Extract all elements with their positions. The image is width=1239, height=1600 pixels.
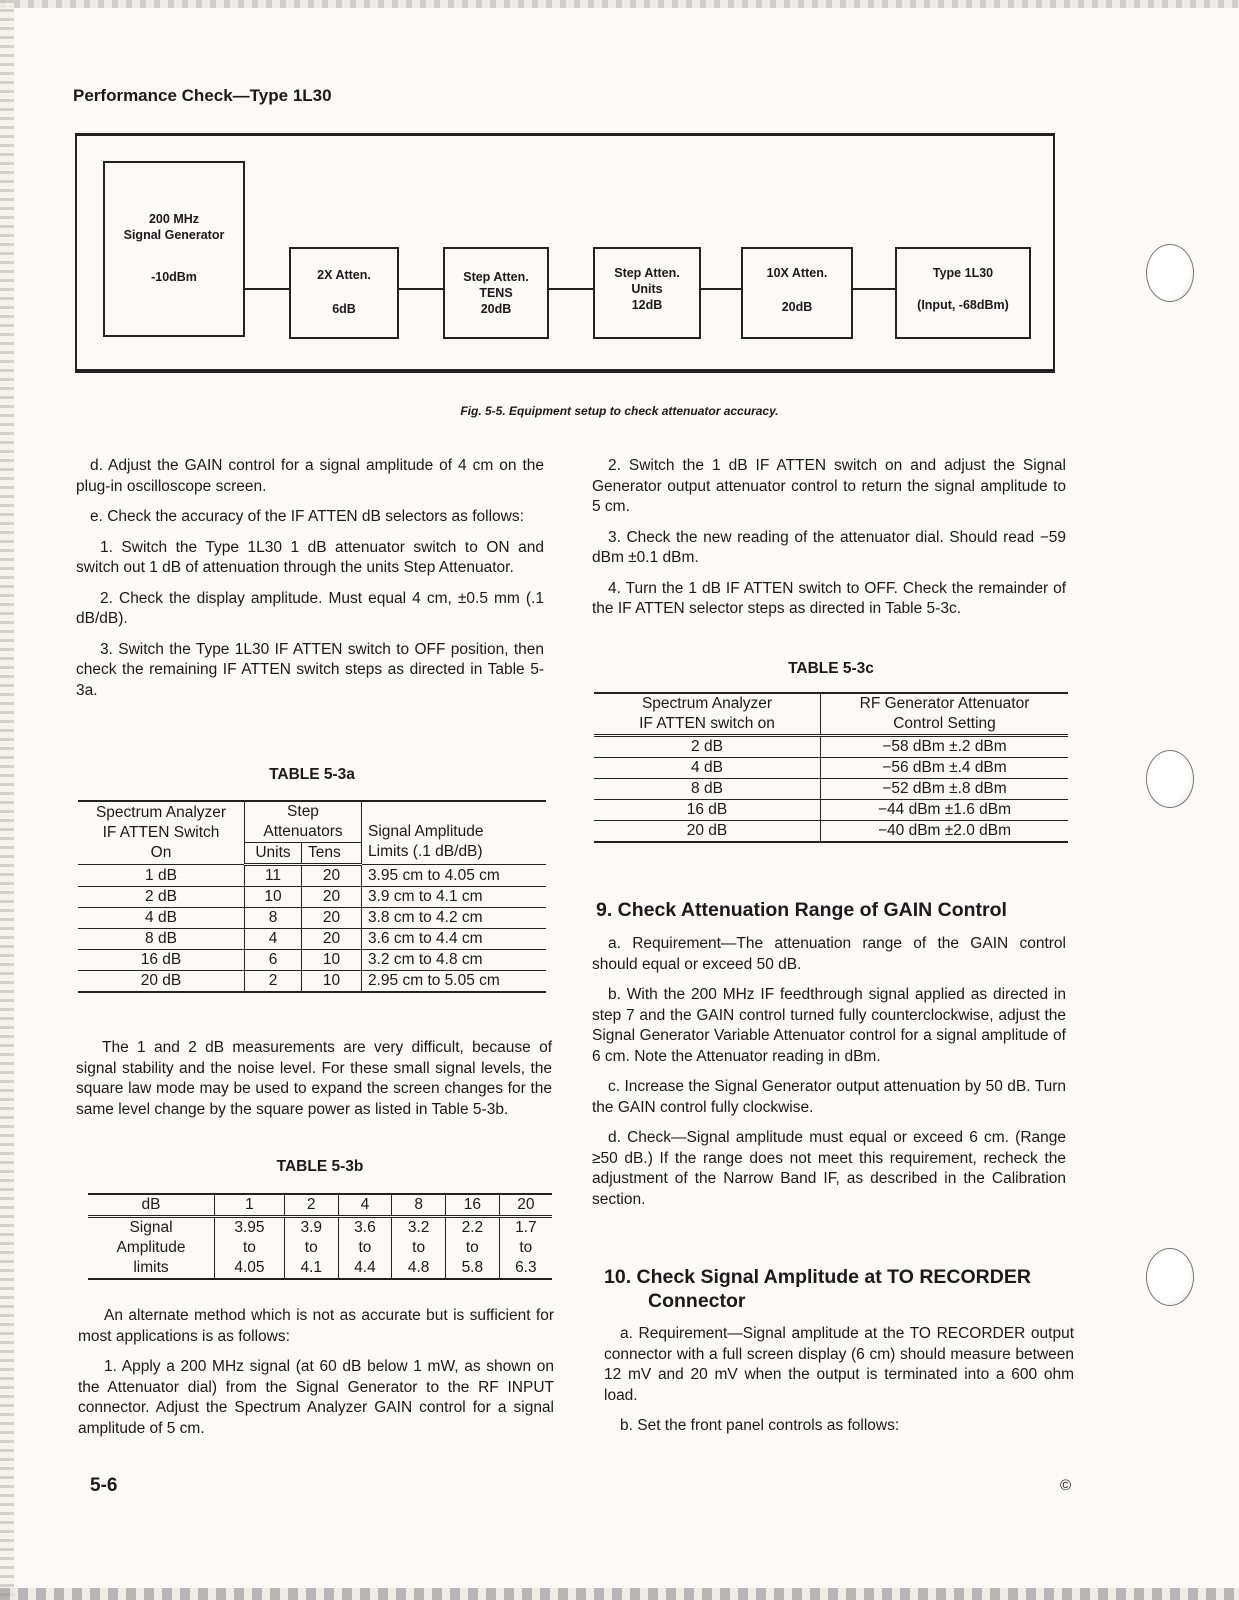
cell-units: 6 xyxy=(245,950,302,971)
table-title: TABLE 5-3a xyxy=(269,766,355,783)
block-value: 20dB xyxy=(480,302,512,316)
cell-switch: 1 dB xyxy=(78,865,245,887)
header-cell xyxy=(594,693,821,736)
scan-edge-left xyxy=(0,0,14,1600)
header-text: Spectrum Analyzer xyxy=(95,804,227,821)
block-label: 10X Atten. xyxy=(766,266,828,280)
cell-units: 2 xyxy=(245,971,302,993)
header-cell: Units xyxy=(245,843,302,865)
header-cell: 8 xyxy=(392,1194,446,1217)
limit-low: 3.2 xyxy=(407,1219,430,1236)
limit-low: 3.95 xyxy=(234,1219,265,1236)
header-cell xyxy=(821,693,1069,736)
cell-limits: 3.9 cm to 4.1 cm xyxy=(362,887,547,908)
paragraph: 3. Switch the Type 1L30 IF ATTEN switch to OFF position, then check the remaining IF ATTEN switch steps as directed in Table 5-3a. xyxy=(76,640,544,699)
signal-generator-block xyxy=(103,161,245,337)
cell-switch: 20 dB xyxy=(78,971,245,993)
row-label-text: Amplitude xyxy=(116,1239,186,1256)
header-cell xyxy=(245,801,362,843)
wire xyxy=(851,288,897,290)
step-atten-units-block xyxy=(593,247,701,339)
header-cell: Tens xyxy=(302,843,362,865)
header-text: Control Setting xyxy=(893,715,996,732)
limit-high: 6.3 xyxy=(515,1259,537,1276)
limit-high: 4.05 xyxy=(234,1259,265,1276)
cell-limits: 3.95 cm to 4.05 cm xyxy=(362,865,547,887)
limit-to: to xyxy=(465,1239,479,1256)
left-column-middle xyxy=(76,1038,552,1120)
cell-setting: −52 dBm ±.8 dBm xyxy=(821,779,1069,800)
limits-cell xyxy=(392,1217,446,1280)
equipment-diagram xyxy=(75,133,1055,373)
table-row xyxy=(594,800,1068,821)
limit-to: to xyxy=(412,1239,426,1256)
paragraph: d. Check—Signal amplitude must equal or exceed 6 cm. (Range ≥50 dB.) If the range does not meet this requirement, recheck the adjustment of the Narrow Band IF, as described in the Calibration section. xyxy=(592,1129,1066,1208)
header-text: Signal Amplitude xyxy=(368,823,484,840)
table-title: TABLE 5-3c xyxy=(788,660,874,677)
cell-limits: 3.8 cm to 4.2 cm xyxy=(362,908,547,929)
header-cell: 2 xyxy=(284,1194,338,1217)
cell-tens: 10 xyxy=(302,950,362,971)
row-label xyxy=(88,1217,215,1280)
block-value: 20dB xyxy=(781,300,813,314)
header-text: Limits (.1 dB/dB) xyxy=(368,843,483,860)
cell-units: 4 xyxy=(245,929,302,950)
cell-setting: −58 dBm ±.2 dBm xyxy=(821,736,1069,758)
cell-units: 11 xyxy=(245,865,302,887)
limit-to: to xyxy=(242,1239,256,1256)
block-value: 12dB xyxy=(631,298,663,312)
right-column-top xyxy=(592,456,1066,620)
row-label-text: limits xyxy=(133,1259,169,1276)
cell-tens: 20 xyxy=(302,887,362,908)
paragraph: 2. Switch the 1 dB IF ATTEN switch on and adjust the Signal Generator output attenuator control to return the signal amplitude to 5 cm. xyxy=(592,457,1066,515)
cell-units: 8 xyxy=(245,908,302,929)
header-text: IF ATTEN switch on xyxy=(639,715,775,732)
table-row xyxy=(78,971,546,993)
block-label: Step Atten. xyxy=(463,270,529,284)
cell-tens: 10 xyxy=(302,971,362,993)
cell-setting: −44 dBm ±1.6 dBm xyxy=(821,800,1069,821)
paragraph: 4. Turn the 1 dB IF ATTEN switch to OFF. Check the remainder of the IF ATTEN selector steps as directed in Table 5-3c. xyxy=(592,579,1066,617)
paragraph: b. Set the front panel controls as follows: xyxy=(620,1417,900,1434)
block-value: (Input, -68dBm) xyxy=(917,298,1009,312)
block-label: 2X Atten. xyxy=(317,268,371,282)
limit-high: 5.8 xyxy=(461,1259,484,1276)
binder-hole xyxy=(1146,1248,1194,1306)
limit-to: to xyxy=(358,1239,372,1256)
cell-switch: 8 dB xyxy=(594,779,821,800)
block-label: 200 MHz xyxy=(148,212,200,226)
header-cell xyxy=(78,801,245,865)
heading-line: Connector xyxy=(648,1290,746,1312)
paragraph: 1. Apply a 200 MHz signal (at 60 dB below 1 mW, as shown on the Attenuator dial) from the Signal Generator to the RF INPUT connector. Adjust the Spectrum Analyzer GAIN control for a signal amplitude of 5 cm. xyxy=(78,1358,554,1437)
limit-to: to xyxy=(304,1239,318,1256)
limits-cell xyxy=(499,1217,552,1280)
heading-line: 10. Check Signal Amplitude at TO RECORDER xyxy=(604,1266,1031,1288)
figure-caption: Fig. 5-5. Equipment setup to check attenuator accuracy. xyxy=(460,404,779,418)
limits-cell xyxy=(338,1217,392,1280)
paragraph: a. Requirement—The attenuation range of the GAIN control should equal or exceed 50 dB. xyxy=(592,935,1066,973)
wire xyxy=(243,288,291,290)
limit-low: 3.9 xyxy=(300,1219,323,1236)
limit-high: 4.8 xyxy=(407,1259,430,1276)
limit-to: to xyxy=(519,1239,533,1256)
paragraph: 1. Switch the Type 1L30 1 dB attenuator switch to ON and switch out 1 dB of attenuation through the units Step Attenuator. xyxy=(76,538,544,576)
table-row xyxy=(594,736,1068,758)
limit-low: 1.7 xyxy=(515,1219,537,1236)
limit-low: 2.2 xyxy=(461,1219,484,1236)
type-1l30-block xyxy=(895,247,1031,339)
table-row xyxy=(78,887,546,908)
table-row xyxy=(78,950,546,971)
left-column-bottom xyxy=(78,1306,554,1439)
cell-setting: −56 dBm ±.4 dBm xyxy=(821,758,1069,779)
block-label: TENS xyxy=(479,286,513,300)
header-cell: 16 xyxy=(446,1194,500,1217)
cell-switch: 4 dB xyxy=(78,908,245,929)
table-5-3b xyxy=(88,1193,552,1280)
block-value: 6dB xyxy=(332,302,356,316)
page-header: Performance Check—Type 1L30 xyxy=(73,86,332,105)
atten-2x-block xyxy=(289,247,399,339)
header-text: Spectrum Analyzer xyxy=(641,695,773,712)
header-cell xyxy=(362,801,547,865)
paragraph: The 1 and 2 dB measurements are very difficult, because of signal stability and the noise level. For these small signal levels, the square law mode may be used to expand the screen changes for the same level change by the square power as listed in Table 5-3b. xyxy=(76,1039,552,1118)
header-cell: 4 xyxy=(338,1194,392,1217)
block-label: Step Atten. xyxy=(614,266,680,280)
table-row xyxy=(594,779,1068,800)
table-row xyxy=(594,758,1068,779)
paragraph: 3. Check the new reading of the attenuator dial. Should read −59 dBm ±0.1 dBm. xyxy=(592,528,1066,566)
cell-setting: −40 dBm ±2.0 dBm xyxy=(821,821,1069,843)
limit-low: 3.6 xyxy=(354,1219,376,1236)
limit-high: 4.1 xyxy=(300,1259,323,1276)
wire xyxy=(397,288,445,290)
scan-edge-top xyxy=(0,0,1239,8)
right-column-section-10 xyxy=(604,1324,1074,1437)
header-text: Attenuators xyxy=(263,823,343,840)
cell-switch: 2 dB xyxy=(78,887,245,908)
cell-tens: 20 xyxy=(302,908,362,929)
table-row xyxy=(78,908,546,929)
header-text: Step xyxy=(287,803,319,820)
binder-hole xyxy=(1146,750,1194,808)
paragraph: e. Check the accuracy of the IF ATTEN dB selectors as follows: xyxy=(90,508,524,525)
table-5-3a xyxy=(78,800,546,993)
header-cell: dB xyxy=(88,1194,215,1217)
cell-switch: 8 dB xyxy=(78,929,245,950)
step-atten-tens-block xyxy=(443,247,549,339)
header-cell: 20 xyxy=(499,1194,552,1217)
block-label: Signal Generator xyxy=(123,228,225,242)
table-title: TABLE 5-3b xyxy=(276,1158,364,1175)
cell-switch: 2 dB xyxy=(594,736,821,758)
copyright-mark: © xyxy=(1060,1477,1072,1494)
cell-limits: 2.95 cm to 5.05 cm xyxy=(362,971,547,993)
section-heading-9: 9. Check Attenuation Range of GAIN Control xyxy=(596,899,1007,921)
paragraph: a. Requirement—Signal amplitude at the TO RECORDER output connector with a full screen display (6 cm) should measure between 12 mV and 20 mV when the output is terminated into a 600 ohm load. xyxy=(604,1325,1074,1404)
cell-units: 10 xyxy=(245,887,302,908)
cell-tens: 20 xyxy=(302,929,362,950)
header-text: RF Generator Attenuator xyxy=(859,695,1030,712)
scan-edge-bottom xyxy=(0,1588,1239,1600)
cell-limits: 3.6 cm to 4.4 cm xyxy=(362,929,547,950)
right-column-section-9 xyxy=(592,934,1066,1210)
table-row xyxy=(594,821,1068,843)
limits-cell xyxy=(284,1217,338,1280)
block-value: -10dBm xyxy=(151,270,197,284)
wire xyxy=(699,288,743,290)
cell-switch: 16 dB xyxy=(78,950,245,971)
section-heading-10 xyxy=(604,1265,1084,1313)
row-label-text: Signal xyxy=(129,1219,173,1236)
header-cell: 1 xyxy=(215,1194,285,1217)
table-5-3c xyxy=(594,692,1068,843)
atten-10x-block xyxy=(741,247,853,339)
limits-cell xyxy=(446,1217,500,1280)
wire xyxy=(547,288,595,290)
binder-hole xyxy=(1146,244,1194,302)
paragraph: An alternate method which is not as accurate but is sufficient for most applications is as follows: xyxy=(78,1307,554,1345)
page-number: 5-6 xyxy=(90,1475,118,1496)
limits-cell xyxy=(215,1217,285,1280)
block-label: Type 1L30 xyxy=(932,266,994,280)
header-text: On xyxy=(150,844,172,861)
table-row xyxy=(78,865,546,887)
left-column-top xyxy=(76,456,544,701)
limit-high: 4.4 xyxy=(354,1259,376,1276)
cell-switch: 20 dB xyxy=(594,821,821,843)
header-text: IF ATTEN Switch xyxy=(102,824,220,841)
paragraph: 2. Check the display amplitude. Must equal 4 cm, ±0.5 mm (.1 dB/dB). xyxy=(76,589,544,627)
cell-tens: 20 xyxy=(302,865,362,887)
paragraph: c. Increase the Signal Generator output attenuation by 50 dB. Turn the GAIN control fully clockwise. xyxy=(592,1078,1066,1116)
cell-limits: 3.2 cm to 4.8 cm xyxy=(362,950,547,971)
cell-switch: 16 dB xyxy=(594,800,821,821)
paragraph: d. Adjust the GAIN control for a signal amplitude of 4 cm on the plug-in oscilloscope screen. xyxy=(76,457,544,495)
cell-switch: 4 dB xyxy=(594,758,821,779)
block-label: Units xyxy=(631,282,663,296)
table-row xyxy=(78,929,546,950)
paragraph: b. With the 200 MHz IF feedthrough signal applied as directed in step 7 and the GAIN control turned fully counterclockwise, adjust the Signal Generator Variable Attenuator control for a signal amplitude of 6 cm. Note the Attenuator reading in dBm. xyxy=(592,986,1066,1065)
